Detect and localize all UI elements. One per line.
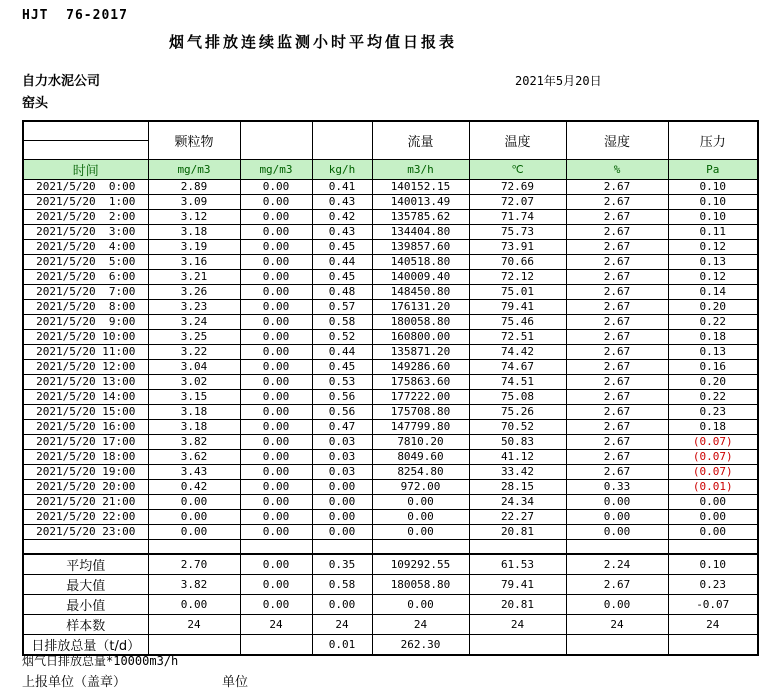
table-cell: 0.00 — [240, 314, 312, 329]
table-row — [23, 479, 758, 494]
table-cell: 73.91 — [469, 239, 566, 254]
table-cell: 7810.20 — [372, 434, 469, 449]
table-cell: 2021/5/20 0:00 — [23, 179, 148, 194]
table-cell: 0.00 — [372, 595, 469, 615]
table-cell: 0.00 — [240, 194, 312, 209]
table-cell: 0.00 — [240, 359, 312, 374]
table-cell: 176131.20 — [372, 299, 469, 314]
table-cell: 0.11 — [668, 224, 758, 239]
table-cell: 0.00 — [240, 344, 312, 359]
table-cell: 2021/5/20 4:00 — [23, 239, 148, 254]
table-cell: 0.23 — [668, 404, 758, 419]
table-cell: 0.00 — [240, 254, 312, 269]
table-cell: 2021/5/20 9:00 — [23, 314, 148, 329]
table-cell: -0.07 — [668, 595, 758, 615]
table-cell: 28.15 — [469, 479, 566, 494]
table-cell: 0.00 — [240, 299, 312, 314]
header-temperature: 温度 — [469, 121, 566, 159]
table-cell: 74.42 — [469, 344, 566, 359]
table-cell: 2021/5/20 1:00 — [23, 194, 148, 209]
table-cell: 0.48 — [312, 284, 372, 299]
table-cell: 140152.15 — [372, 179, 469, 194]
table-cell: (0.07) — [668, 434, 758, 449]
table-row — [23, 344, 758, 359]
table-cell: 2021/5/20 22:00 — [23, 509, 148, 524]
table-cell: 2021/5/20 3:00 — [23, 224, 148, 239]
table-cell: 140013.49 — [372, 194, 469, 209]
unit-percent: % — [566, 159, 668, 179]
table-cell: 70.52 — [469, 419, 566, 434]
table-cell: 3.04 — [148, 359, 240, 374]
table-cell: 8049.60 — [372, 449, 469, 464]
table-cell: 2.67 — [566, 239, 668, 254]
table-cell: 0.20 — [668, 299, 758, 314]
table-cell: 2021/5/20 18:00 — [23, 449, 148, 464]
table-cell — [312, 539, 372, 554]
table-cell: 149286.60 — [372, 359, 469, 374]
reporting-unit-stamp-label: 上报单位（盖章） — [22, 675, 127, 690]
table-cell: 2.89 — [148, 179, 240, 194]
table-row — [23, 269, 758, 284]
table-cell: 0.00 — [240, 464, 312, 479]
table-cell: 2.67 — [566, 299, 668, 314]
table-cell: 0.03 — [312, 434, 372, 449]
table-cell: 2.67 — [566, 449, 668, 464]
report-table — [22, 120, 759, 656]
table-cell: 24 — [240, 615, 312, 635]
table-row — [23, 575, 758, 595]
table-cell: 0.43 — [312, 194, 372, 209]
table-cell: 160800.00 — [372, 329, 469, 344]
table-cell: 0.44 — [312, 254, 372, 269]
table-cell: 175708.80 — [372, 404, 469, 419]
table-cell: 41.12 — [469, 449, 566, 464]
table-cell: 0.00 — [566, 524, 668, 539]
table-cell: 3.25 — [148, 329, 240, 344]
table-cell — [240, 539, 312, 554]
table-cell: 2021/5/20 8:00 — [23, 299, 148, 314]
table-cell: 2021/5/20 16:00 — [23, 419, 148, 434]
page-title: 烟气排放连续监测小时平均值日报表 — [168, 33, 457, 51]
table-row — [23, 359, 758, 374]
table-cell: 0.35 — [312, 554, 372, 575]
table-cell: 3.82 — [148, 575, 240, 595]
table-row — [23, 449, 758, 464]
table-cell: 0.00 — [240, 224, 312, 239]
table-row — [23, 329, 758, 344]
table-cell: 79.41 — [469, 299, 566, 314]
table-cell: 0.00 — [372, 509, 469, 524]
table-cell: 24 — [372, 615, 469, 635]
table-cell: 71.74 — [469, 209, 566, 224]
table-cell: 3.22 — [148, 344, 240, 359]
table-cell: 0.00 — [240, 575, 312, 595]
table-cell: 2.67 — [566, 344, 668, 359]
table-cell: 0.00 — [240, 389, 312, 404]
table-cell: 0.00 — [372, 524, 469, 539]
table-cell: 0.16 — [668, 359, 758, 374]
table-cell: 3.43 — [148, 464, 240, 479]
table-row — [23, 389, 758, 404]
table-cell: 0.45 — [312, 239, 372, 254]
unit-m3-h: m3/h — [372, 159, 469, 179]
table-cell: 180058.80 — [372, 575, 469, 595]
table-row — [23, 194, 758, 209]
total-emission-note: 烟气日排放总量*10000m3/h — [22, 654, 179, 668]
table-cell: 75.08 — [469, 389, 566, 404]
table-cell: 2021/5/20 20:00 — [23, 479, 148, 494]
table-cell: 72.69 — [469, 179, 566, 194]
unit-mg-m3-1: mg/m3 — [148, 159, 240, 179]
table-row — [23, 254, 758, 269]
table-cell: 0.10 — [668, 209, 758, 224]
table-cell: 0.52 — [312, 329, 372, 344]
table-cell: 0.00 — [240, 479, 312, 494]
table-cell: 0.45 — [312, 269, 372, 284]
table-body — [23, 179, 758, 655]
table-row — [23, 419, 758, 434]
table-cell: 262.30 — [372, 635, 469, 656]
company-name: 自力水泥公司 — [22, 74, 101, 89]
table-cell: 0.00 — [148, 595, 240, 615]
table-cell: 2.67 — [566, 359, 668, 374]
table-cell: 140518.80 — [372, 254, 469, 269]
table-cell: 75.01 — [469, 284, 566, 299]
report-date: 2021年5月20日 — [515, 74, 602, 88]
table-cell: 0.00 — [240, 374, 312, 389]
table-cell — [566, 539, 668, 554]
table-cell: 2.70 — [148, 554, 240, 575]
table-cell: 140009.40 — [372, 269, 469, 284]
unit-pa: Pa — [668, 159, 758, 179]
table-cell — [240, 635, 312, 656]
table-cell: 2.67 — [566, 419, 668, 434]
table-cell — [668, 635, 758, 656]
table-cell: 2.24 — [566, 554, 668, 575]
table-cell: 3.24 — [148, 314, 240, 329]
table-cell: 0.00 — [240, 595, 312, 615]
table-cell: 2.67 — [566, 389, 668, 404]
table-cell: 24 — [469, 615, 566, 635]
table-cell: 0.13 — [668, 254, 758, 269]
table-cell: 2.67 — [566, 404, 668, 419]
table-row — [23, 284, 758, 299]
table-cell: 0.00 — [312, 595, 372, 615]
table-cell: 3.21 — [148, 269, 240, 284]
table-cell: 2.67 — [566, 434, 668, 449]
table-cell — [469, 635, 566, 656]
table-cell: 0.00 — [148, 524, 240, 539]
table-cell: 20.81 — [469, 595, 566, 615]
table-cell: 0.03 — [312, 449, 372, 464]
table-cell: 3.19 — [148, 239, 240, 254]
header-flow: 流量 — [372, 121, 469, 159]
table-cell: 2021/5/20 19:00 — [23, 464, 148, 479]
table-cell: 0.00 — [312, 524, 372, 539]
table-cell: 0.13 — [668, 344, 758, 359]
table-row — [23, 224, 758, 239]
table-cell: 0.44 — [312, 344, 372, 359]
table-cell: 0.00 — [148, 494, 240, 509]
table-cell: 0.57 — [312, 299, 372, 314]
table-cell: 3.18 — [148, 404, 240, 419]
table-cell: 20.81 — [469, 524, 566, 539]
table-cell: 2021/5/20 11:00 — [23, 344, 148, 359]
table-cell: 72.07 — [469, 194, 566, 209]
table-cell: 0.00 — [312, 494, 372, 509]
table-cell: 0.43 — [312, 224, 372, 239]
table-cell: 2021/5/20 5:00 — [23, 254, 148, 269]
table-cell: 最小值 — [23, 595, 148, 615]
table-cell: 177222.00 — [372, 389, 469, 404]
table-cell: 0.12 — [668, 239, 758, 254]
table-cell: 22.27 — [469, 509, 566, 524]
table-cell: 0.00 — [240, 524, 312, 539]
table-cell: 3.26 — [148, 284, 240, 299]
table-cell — [668, 539, 758, 554]
table-cell: 61.53 — [469, 554, 566, 575]
table-cell: 70.66 — [469, 254, 566, 269]
table-cell: 0.00 — [240, 419, 312, 434]
header-pressure: 压力 — [668, 121, 758, 159]
table-cell: 109292.55 — [372, 554, 469, 575]
unit-label: 单位 — [222, 675, 249, 690]
table-cell: 0.42 — [148, 479, 240, 494]
unit-mg-m3-2: mg/m3 — [240, 159, 312, 179]
table-cell — [23, 539, 148, 554]
table-cell: 24.34 — [469, 494, 566, 509]
table-cell: 33.42 — [469, 464, 566, 479]
table-cell: 148450.80 — [372, 284, 469, 299]
table-cell: 24 — [312, 615, 372, 635]
header-row-top — [23, 121, 758, 140]
header-blank-col3 — [240, 121, 312, 159]
table-cell: 0.00 — [372, 494, 469, 509]
table-cell: 2021/5/20 7:00 — [23, 284, 148, 299]
table-cell: 2021/5/20 21:00 — [23, 494, 148, 509]
table-cell: 2.67 — [566, 209, 668, 224]
table-cell: 0.00 — [668, 524, 758, 539]
table-cell: 2.67 — [566, 284, 668, 299]
table-cell: 0.00 — [566, 509, 668, 524]
table-cell: 0.14 — [668, 284, 758, 299]
table-row — [23, 494, 758, 509]
table-cell: 3.82 — [148, 434, 240, 449]
table-cell — [148, 539, 240, 554]
table-cell: 0.58 — [312, 575, 372, 595]
table-row — [23, 524, 758, 539]
table-cell: 0.22 — [668, 389, 758, 404]
table-cell: 平均值 — [23, 554, 148, 575]
table-cell: 0.00 — [240, 554, 312, 575]
table-cell: 2.67 — [566, 464, 668, 479]
table-cell: 0.00 — [668, 494, 758, 509]
table-cell: 2021/5/20 10:00 — [23, 329, 148, 344]
table-cell: (0.01) — [668, 479, 758, 494]
table-cell: 0.18 — [668, 329, 758, 344]
table-cell: 0.45 — [312, 359, 372, 374]
table-cell: 0.00 — [240, 434, 312, 449]
table-cell: 0.00 — [240, 179, 312, 194]
table-cell: 134404.80 — [372, 224, 469, 239]
table-cell: 2.67 — [566, 329, 668, 344]
table-cell: 147799.80 — [372, 419, 469, 434]
header-blank-top — [23, 121, 148, 140]
table-row — [23, 464, 758, 479]
table-row — [23, 509, 758, 524]
table-cell — [469, 539, 566, 554]
table-cell: 3.18 — [148, 419, 240, 434]
table-cell: 135785.62 — [372, 209, 469, 224]
table-cell: 79.41 — [469, 575, 566, 595]
table-row — [23, 404, 758, 419]
header-particulate: 颗粒物 — [148, 121, 240, 159]
unit-celsius: ℃ — [469, 159, 566, 179]
table-cell: 0.00 — [668, 509, 758, 524]
table-cell: 2021/5/20 6:00 — [23, 269, 148, 284]
time-column-header: 时间 — [23, 159, 148, 179]
table-row — [23, 179, 758, 194]
table-cell: 74.67 — [469, 359, 566, 374]
table-cell: 0.58 — [312, 314, 372, 329]
table-cell: 0.42 — [312, 209, 372, 224]
table-cell: 0.00 — [240, 329, 312, 344]
monitoring-point: 窑头 — [22, 96, 49, 111]
unit-row — [23, 159, 758, 179]
table-cell: 135871.20 — [372, 344, 469, 359]
table-cell: 2.67 — [566, 179, 668, 194]
table-cell: 2021/5/20 14:00 — [23, 389, 148, 404]
table-row — [23, 299, 758, 314]
table-cell: 0.10 — [668, 194, 758, 209]
table-cell: 2.67 — [566, 269, 668, 284]
table-cell: 75.26 — [469, 404, 566, 419]
table-cell: 2.67 — [566, 224, 668, 239]
table-cell: 0.56 — [312, 404, 372, 419]
table-cell: 2021/5/20 15:00 — [23, 404, 148, 419]
table-cell: 日排放总量（t/d） — [23, 635, 148, 656]
table-cell: 74.51 — [469, 374, 566, 389]
table-cell: 75.46 — [469, 314, 566, 329]
table-cell: 0.00 — [312, 479, 372, 494]
table-cell: 2021/5/20 12:00 — [23, 359, 148, 374]
table-cell: 0.10 — [668, 179, 758, 194]
table-cell: 0.00 — [240, 284, 312, 299]
table-cell: 0.00 — [566, 595, 668, 615]
table-row — [23, 314, 758, 329]
table-cell — [372, 539, 469, 554]
table-cell: 972.00 — [372, 479, 469, 494]
table-cell: 最大值 — [23, 575, 148, 595]
table-cell: 3.12 — [148, 209, 240, 224]
table-cell: 0.22 — [668, 314, 758, 329]
table-cell: 0.00 — [240, 449, 312, 464]
header-humidity: 湿度 — [566, 121, 668, 159]
table-cell: 2.67 — [566, 575, 668, 595]
table-cell: 0.47 — [312, 419, 372, 434]
table-cell: 0.00 — [240, 239, 312, 254]
table-cell: 2021/5/20 23:00 — [23, 524, 148, 539]
standard-code: HJT 76-2017 — [22, 8, 128, 23]
table-cell: 3.09 — [148, 194, 240, 209]
table-cell — [566, 635, 668, 656]
table-cell: 3.62 — [148, 449, 240, 464]
table-cell: 0.00 — [148, 509, 240, 524]
table-cell: 0.00 — [240, 509, 312, 524]
table-cell: 3.16 — [148, 254, 240, 269]
table-cell: 0.12 — [668, 269, 758, 284]
table-cell: 24 — [566, 615, 668, 635]
table-cell: 0.33 — [566, 479, 668, 494]
table-cell: 3.02 — [148, 374, 240, 389]
table-cell: 3.18 — [148, 224, 240, 239]
table-row — [23, 434, 758, 449]
table-cell: 175863.60 — [372, 374, 469, 389]
table-row — [23, 554, 758, 575]
table-cell: 0.56 — [312, 389, 372, 404]
table-cell: 50.83 — [469, 434, 566, 449]
table-cell: 2.67 — [566, 314, 668, 329]
table-row — [23, 239, 758, 254]
table-cell: 2.67 — [566, 194, 668, 209]
table-row — [23, 374, 758, 389]
table-row — [23, 209, 758, 224]
table-cell: 0.23 — [668, 575, 758, 595]
table-cell: 2021/5/20 2:00 — [23, 209, 148, 224]
table-cell: 3.15 — [148, 389, 240, 404]
table-cell: 0.01 — [312, 635, 372, 656]
header-blank-bottom — [23, 140, 148, 159]
table-cell: 2021/5/20 17:00 — [23, 434, 148, 449]
table-cell: 0.00 — [240, 404, 312, 419]
table-row — [23, 615, 758, 635]
table-cell: 0.00 — [566, 494, 668, 509]
table-cell: 0.00 — [240, 209, 312, 224]
table-cell: (0.07) — [668, 464, 758, 479]
table-cell: 0.41 — [312, 179, 372, 194]
header-blank-col4 — [312, 121, 372, 159]
table-cell: 0.53 — [312, 374, 372, 389]
table-cell: 2.67 — [566, 374, 668, 389]
table-cell: 样本数 — [23, 615, 148, 635]
table-cell: 3.23 — [148, 299, 240, 314]
table-cell: 0.00 — [240, 269, 312, 284]
table-cell: 72.12 — [469, 269, 566, 284]
table-cell: 0.20 — [668, 374, 758, 389]
table-cell: 0.00 — [240, 494, 312, 509]
table-cell: 8254.80 — [372, 464, 469, 479]
table-cell: 24 — [148, 615, 240, 635]
table-cell: (0.07) — [668, 449, 758, 464]
table-cell: 0.10 — [668, 554, 758, 575]
table-row — [23, 595, 758, 615]
table-cell: 2.67 — [566, 254, 668, 269]
table-cell: 72.51 — [469, 329, 566, 344]
table-cell: 2021/5/20 13:00 — [23, 374, 148, 389]
table-cell: 0.03 — [312, 464, 372, 479]
table-row — [23, 539, 758, 554]
table-cell: 24 — [668, 615, 758, 635]
table-cell: 0.00 — [312, 509, 372, 524]
unit-kg-h: kg/h — [312, 159, 372, 179]
table-cell: 180058.80 — [372, 314, 469, 329]
table-cell: 139857.60 — [372, 239, 469, 254]
table-cell: 0.18 — [668, 419, 758, 434]
table-cell: 75.73 — [469, 224, 566, 239]
